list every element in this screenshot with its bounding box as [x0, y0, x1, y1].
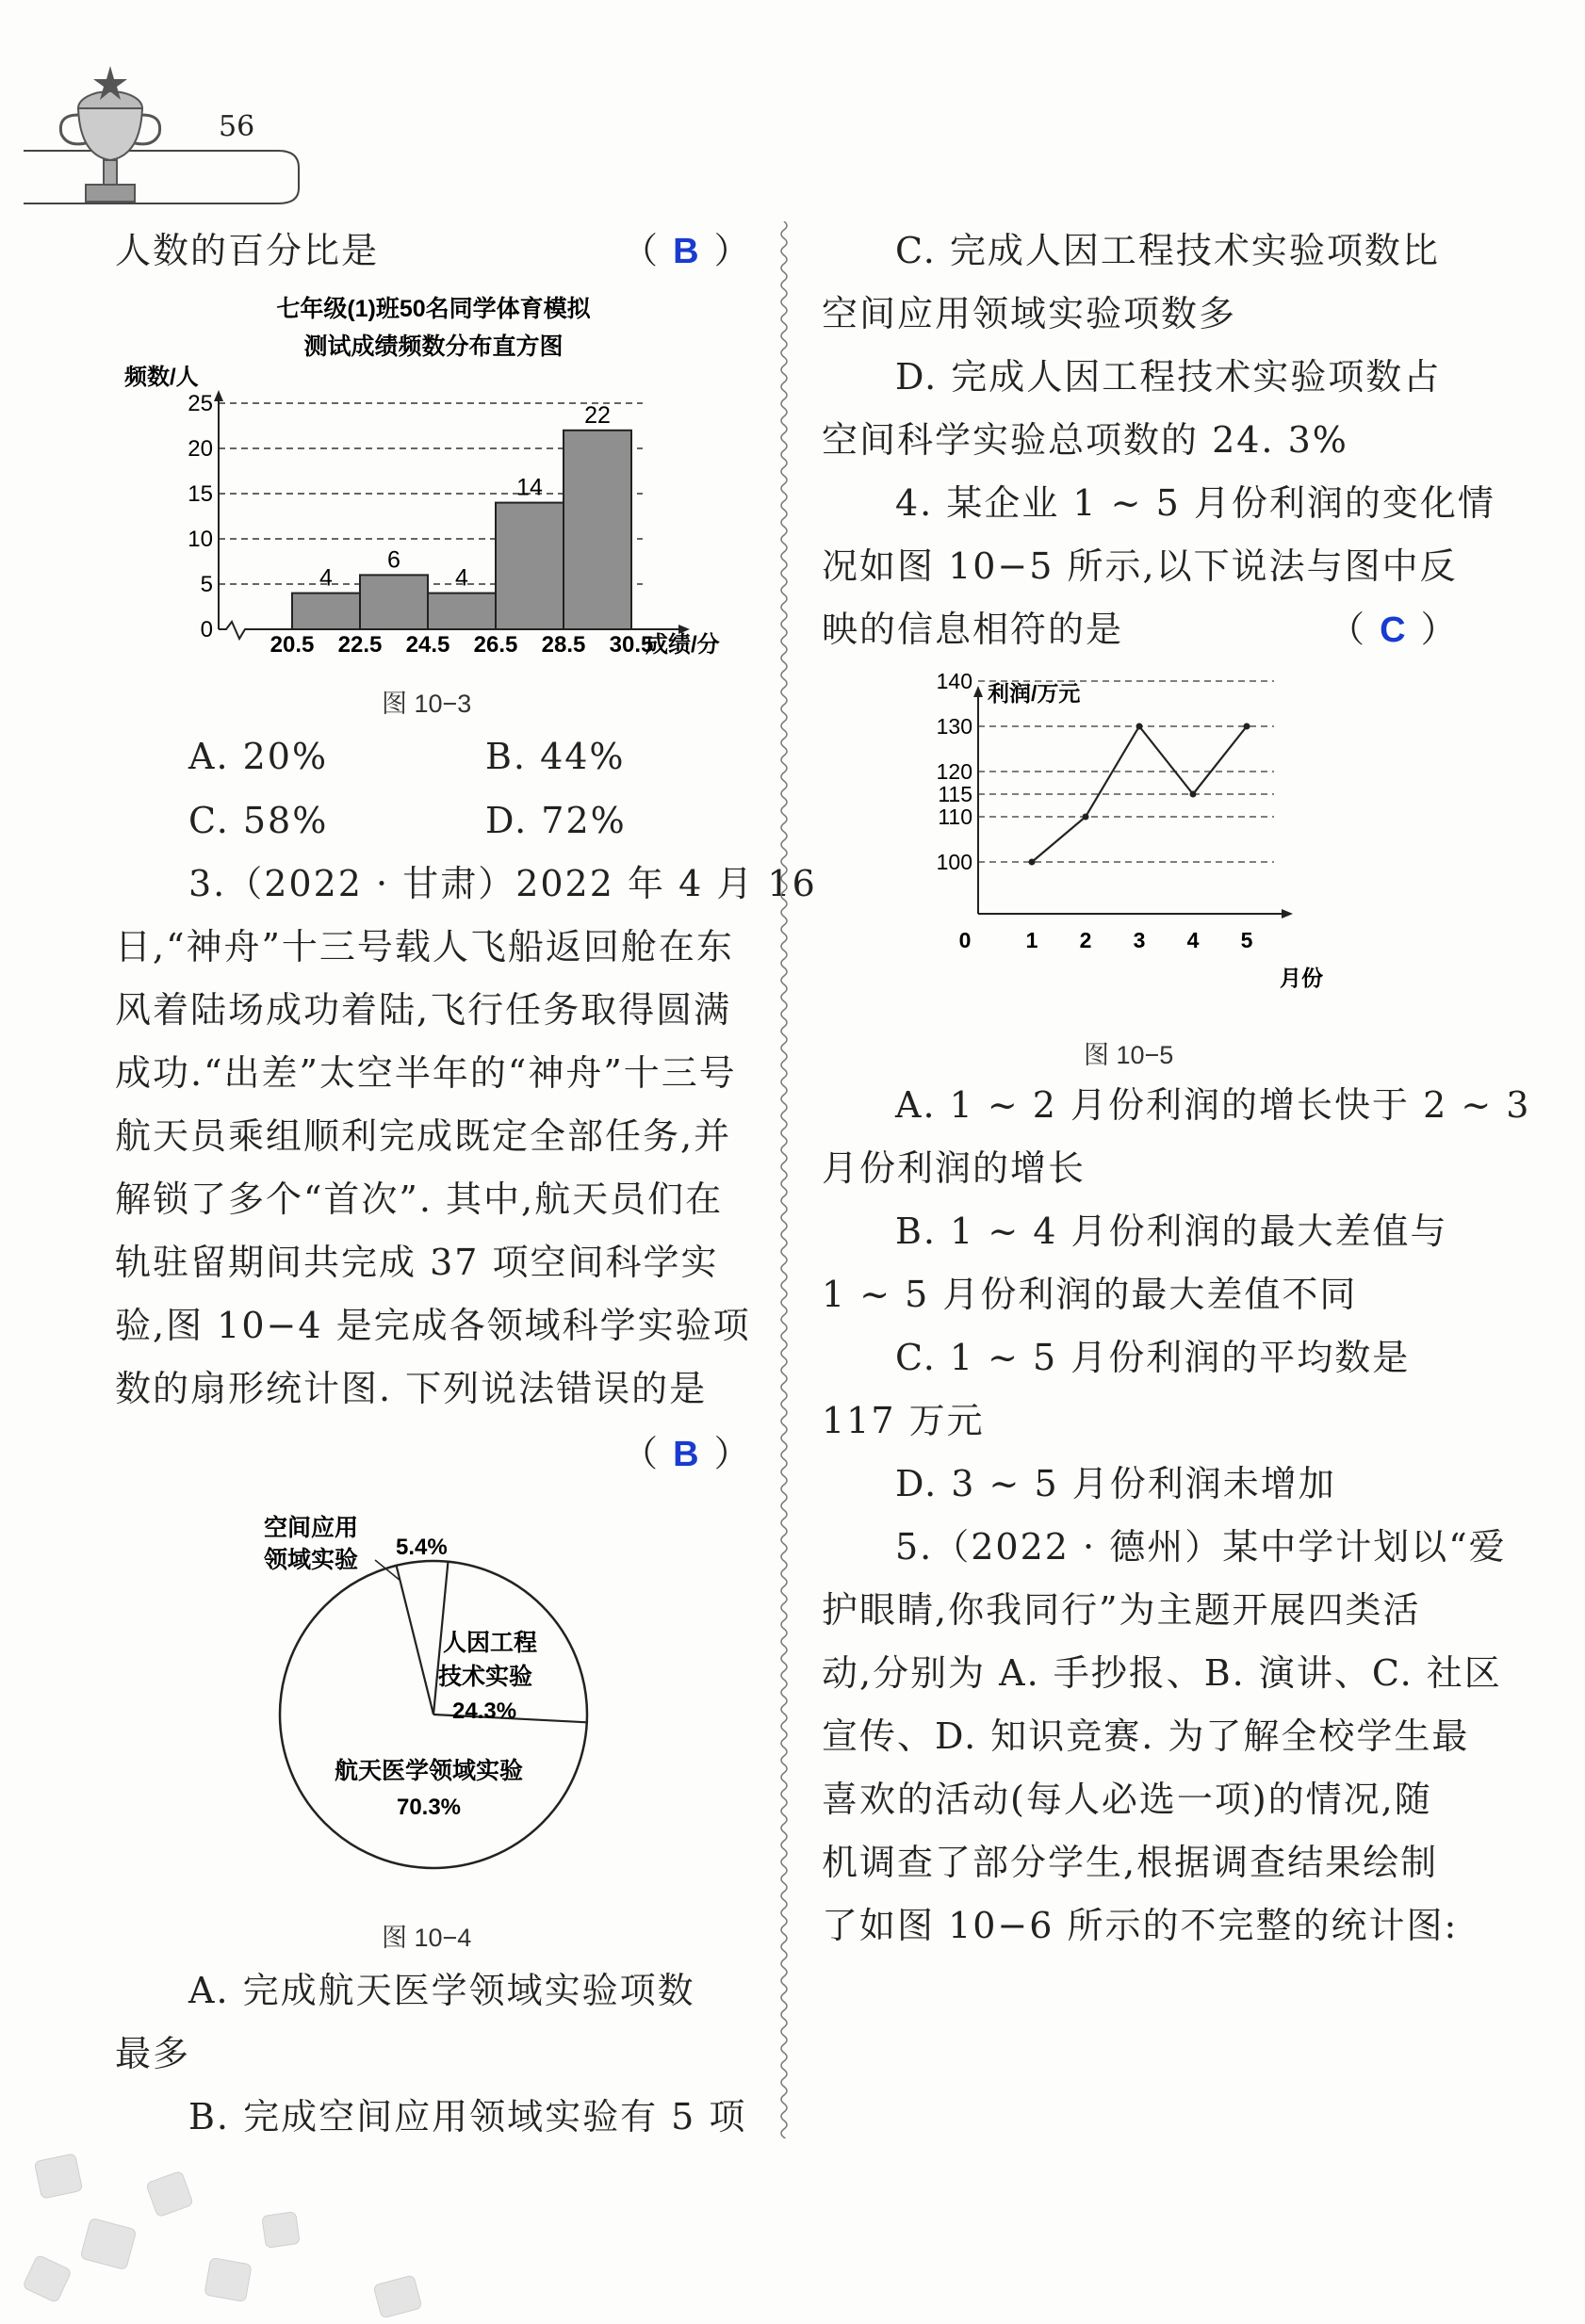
- q5-line: 了如图 10−6 所示的不完整的统计图:: [822, 1905, 1459, 1946]
- hist-bar: [428, 593, 496, 629]
- q4-option-a-1: A. 1 ~ 2 月份利润的增长快于 2 ~ 3: [895, 1084, 1531, 1126]
- q3-option-c-1: C. 完成人因工程技术实验项数比: [895, 230, 1440, 271]
- line-xlabel: 月份: [1280, 966, 1323, 990]
- hist-bar: [496, 503, 564, 629]
- hist-ylabel: 频数/人: [124, 365, 199, 390]
- pie-label-space-1: 空间应用: [264, 1515, 359, 1541]
- line-x-tick-label: 5: [1240, 928, 1253, 952]
- pie-pct-human: 24.3%: [452, 1698, 517, 1724]
- line-y-tick-label: 130: [936, 714, 972, 739]
- q5-line: 动,分别为 A. 手抄报、B. 演讲、C. 社区: [822, 1652, 1502, 1694]
- q3-line: 日,“神舟”十三号载人飞船返回舱在东: [115, 926, 734, 967]
- line-y-tick-label: 100: [936, 850, 972, 874]
- line-ylabel: 利润/万元: [988, 681, 1081, 706]
- q3-option-b: B. 完成空间应用领域实验有 5 项: [188, 2096, 747, 2137]
- fig-10-3-caption: 图 10−3: [382, 690, 472, 718]
- q5-line: 宣传、D. 知识竞赛. 为了解全校学生最: [822, 1715, 1470, 1757]
- line-x-tick-label: 1: [1025, 928, 1038, 952]
- q4-answer: C: [1380, 610, 1408, 650]
- line-point: [1190, 791, 1197, 798]
- q3-line: 数的扇形统计图. 下列说法错误的是: [115, 1368, 708, 1409]
- pie-label-space-2: 领域实验: [264, 1547, 359, 1573]
- trophy-icon: [24, 57, 325, 226]
- hist-title-1: 七年级(1)班50名同学体育模拟: [276, 296, 591, 322]
- q5-line: 5.（2022 · 德州）某中学计划以“爱: [895, 1526, 1507, 1568]
- q2-answer-bracket: （ B ）: [622, 230, 752, 271]
- q4-option-d: D. 3 ~ 5 月份利润未增加: [895, 1463, 1336, 1504]
- q3-line: 3.（2022 · 甘肃）2022 年 4 月 16: [188, 863, 817, 904]
- hist-bar: [360, 575, 428, 629]
- q4-option-c-2: 117 万元: [822, 1400, 985, 1441]
- line-y-tick-label: 120: [936, 759, 972, 784]
- line-y-tick-label: 110: [938, 804, 972, 829]
- line-point: [1083, 814, 1089, 821]
- q3-option-a-1: A. 完成航天医学领域实验项数: [188, 1970, 695, 2011]
- fig-10-5-caption: 图 10−5: [1084, 1041, 1174, 1069]
- hist-bar-label: 22: [584, 401, 611, 429]
- q5-line: 护眼睛,你我同行”为主题开展四类活: [822, 1589, 1421, 1631]
- line-x-tick-label: 3: [1133, 928, 1146, 952]
- pie-pct-space: 5.4%: [396, 1535, 448, 1560]
- line-point: [1136, 723, 1143, 730]
- q3-line: 解锁了多个“首次”. 其中,航天员们在: [115, 1178, 724, 1220]
- hist-y-tick-label: 25: [188, 391, 213, 416]
- hist-x-tick-label: 30.5: [609, 632, 654, 658]
- line-x-tick-label: 4: [1186, 928, 1200, 952]
- hist-xlabel: 成绩/分: [645, 632, 720, 658]
- q2-answer: B: [673, 232, 701, 271]
- hist-y-tick-label: 5: [200, 572, 213, 597]
- hist-bar-label: 6: [387, 546, 400, 574]
- q2-option-d: D. 72%: [485, 800, 627, 841]
- q5-line: 喜欢的活动(每人必选一项)的情况,随: [822, 1779, 1432, 1820]
- q3-option-d-1: D. 完成人因工程技术实验项数占: [895, 356, 1442, 398]
- column-divider: [777, 221, 791, 2138]
- line-x-tick-label: 2: [1079, 928, 1092, 952]
- q3-option-d-2: 空间科学实验总项数的 24. 3%: [822, 419, 1348, 461]
- pie-label-med: 航天医学领域实验: [334, 1758, 524, 1784]
- line-point: [1029, 859, 1036, 866]
- histogram-fig-10-3: [113, 283, 754, 678]
- hist-bar-label: 14: [516, 474, 543, 501]
- hist-bar: [292, 593, 360, 629]
- q3-line: 成功.“出差”太空半年的“神舟”十三号: [115, 1052, 737, 1094]
- q3-answer-bracket: （ B ）: [622, 1433, 752, 1474]
- decorative-corner: [19, 2120, 452, 2317]
- q3-option-c-2: 空间应用领域实验项数多: [822, 293, 1237, 334]
- q2-option-a: A. 20%: [188, 736, 329, 777]
- fig-10-4-caption: 图 10−4: [382, 1924, 472, 1952]
- hist-x-tick-label: 26.5: [473, 632, 518, 658]
- hist-x-tick-label: 20.5: [270, 632, 315, 658]
- q3-answer: B: [673, 1435, 701, 1474]
- q5-line: 机调查了部分学生,根据调查结果绘制: [822, 1842, 1439, 1883]
- hist-x-tick-label: 28.5: [541, 632, 586, 658]
- hist-bar-label: 4: [319, 564, 333, 592]
- line-point: [1244, 723, 1250, 730]
- line-chart-fig-10-5: [923, 669, 1348, 1008]
- hist-bar: [564, 431, 631, 629]
- hist-y-tick-label: 10: [188, 527, 213, 552]
- q4-option-b-2: 1 ~ 5 月份利润的最大差值不同: [822, 1274, 1358, 1315]
- pie-pct-med: 70.3%: [396, 1795, 462, 1820]
- hist-y-tick-label: 0: [200, 617, 213, 642]
- q3-line: 风着陆场成功着陆,飞行任务取得圆满: [115, 989, 732, 1031]
- pie-label-human-1: 人因工程: [443, 1630, 538, 1656]
- q3-line: 航天员乘组顺利完成既定全部任务,并: [115, 1115, 732, 1157]
- line-y-tick-label: 140: [936, 669, 972, 693]
- pie-fig-10-4: [236, 1488, 631, 1912]
- q4-line: 映的信息相符的是: [822, 609, 1124, 650]
- q2-option-b: B. 44%: [485, 736, 626, 777]
- q3-option-a-2: 最多: [115, 2033, 191, 2074]
- q2-tail: 人数的百分比是: [115, 230, 380, 271]
- q4-line: 4. 某企业 1 ~ 5 月份利润的变化情: [895, 482, 1495, 524]
- page-number: 56: [219, 110, 255, 143]
- q3-line: 验,图 10−4 是完成各领域科学实验项: [115, 1305, 751, 1346]
- hist-title-2: 测试成绩频数分布直方图: [303, 333, 564, 360]
- line-y-tick-label: 115: [938, 782, 972, 806]
- q4-option-b-1: B. 1 ~ 4 月份利润的最大差值与: [895, 1211, 1448, 1252]
- hist-x-tick-label: 24.5: [405, 632, 450, 658]
- pie-label-human-2: 技术实验: [438, 1664, 533, 1690]
- hist-x-tick-label: 22.5: [337, 632, 383, 658]
- q4-answer-bracket: （ C ）: [1329, 609, 1459, 650]
- hist-y-tick-label: 20: [188, 436, 213, 462]
- q4-option-a-2: 月份利润的增长: [822, 1147, 1087, 1189]
- q3-line: 轨驻留期间共完成 37 项空间科学实: [115, 1242, 719, 1283]
- q4-option-c-1: C. 1 ~ 5 月份利润的平均数是: [895, 1337, 1411, 1378]
- q4-line: 况如图 10−5 所示,以下说法与图中反: [822, 545, 1458, 587]
- line-x-tick-label: 0: [958, 928, 972, 952]
- pie-slice-space-edge: [397, 1566, 433, 1715]
- page-header: [0, 0, 1585, 188]
- q2-option-c: C. 58%: [188, 800, 329, 841]
- hist-y-tick-label: 15: [188, 481, 213, 507]
- hist-bar-label: 4: [455, 564, 468, 592]
